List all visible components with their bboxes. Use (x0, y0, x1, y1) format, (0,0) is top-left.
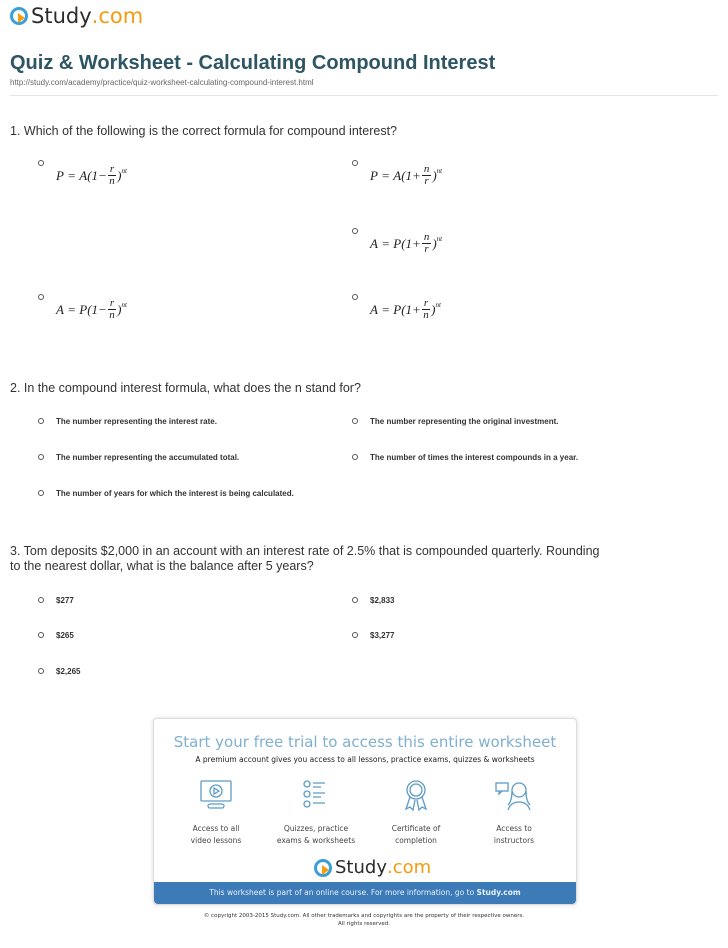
formula: P = A (1 − $\frac{r}{n}$ ) $^{nt}$ (56, 163, 127, 187)
play-logo-icon (10, 7, 28, 25)
feature-video-lessons (166, 779, 266, 847)
formula-base: P (393, 301, 402, 317)
formula-lhs: P (56, 167, 64, 183)
option-label: The number representing the original investment. (370, 417, 559, 426)
answer-option[interactable] (352, 417, 558, 426)
fraction (108, 164, 116, 187)
feature-label: completion (395, 836, 437, 845)
denominator: r (424, 175, 429, 187)
radio-button[interactable] (352, 294, 358, 300)
exponent: nt (436, 166, 443, 175)
logo-text: Study (335, 857, 387, 878)
logo-text: Study (31, 4, 92, 28)
radio-button[interactable] (352, 418, 358, 424)
study-logo[interactable] (10, 4, 143, 28)
radio-button[interactable] (38, 160, 44, 166)
formula: P = A (1 + $\frac{n}{r}$ ) $^{nt}$ (370, 163, 443, 187)
denominator: n (423, 309, 429, 321)
option-label: The number of times the interest compounds in a year. (370, 453, 579, 462)
answer-option[interactable] (38, 453, 239, 462)
answer-option[interactable] (38, 631, 74, 640)
feature-label: Access to all (192, 824, 240, 833)
answer-option[interactable] (38, 294, 127, 321)
formula-base: P (393, 235, 402, 251)
denominator: r (424, 243, 429, 255)
answer-option[interactable] (38, 667, 80, 676)
numerator: n (423, 231, 430, 243)
radio-button[interactable] (38, 668, 44, 674)
formula-base: A (79, 167, 88, 183)
certificate-icon (399, 779, 433, 811)
answer-option[interactable] (352, 294, 441, 321)
formula-sign: − (98, 301, 107, 317)
feature-label: Access to (496, 824, 532, 833)
copyright-text: © copyright 2003-2015 Study.com. All other trademarks and copyrights are the property of their respective owners. (203, 913, 525, 919)
answer-option[interactable] (352, 160, 442, 187)
formula: A = P (1 + $\frac{r}{n}$ ) $^{nt}$ (370, 297, 441, 321)
formula-lhs: A (370, 301, 378, 317)
radio-button[interactable] (352, 454, 358, 460)
radio-button[interactable] (38, 294, 44, 300)
formula-base: P (79, 301, 88, 317)
formula-sign: − (98, 167, 107, 183)
promo-title: Start your free trial to access this entire worksheet (173, 733, 557, 751)
radio-button[interactable] (352, 160, 358, 166)
radio-button[interactable] (38, 454, 44, 460)
formula-sign: + (412, 167, 421, 183)
option-label: $277 (56, 596, 74, 605)
option-label: $2,265 (56, 667, 81, 676)
formula: A = P (1 + $\frac{n}{r}$ ) $^{nt}$ (370, 231, 443, 255)
formula-lhs: A (370, 235, 378, 251)
question-2: 2. In the compound interest formula, what does the n stand for? (10, 381, 361, 395)
rights-text: All rights reserved. (337, 921, 391, 927)
formula-base: A (393, 167, 402, 183)
feature-instructors (464, 779, 564, 847)
answer-option[interactable] (38, 489, 294, 498)
feature-label: instructors (493, 836, 535, 845)
option-label: $2,833 (370, 596, 395, 605)
banner-link[interactable]: Study.com (476, 888, 521, 897)
feature-label: video lessons (190, 836, 242, 845)
divider (10, 95, 718, 96)
promo-study-logo[interactable] (314, 857, 431, 878)
answer-option[interactable] (352, 228, 442, 255)
fraction (422, 164, 432, 187)
copyright-footer (0, 912, 728, 928)
answer-option[interactable] (352, 453, 578, 462)
fraction (422, 232, 432, 255)
radio-button[interactable] (38, 632, 44, 638)
instructor-icon (494, 779, 534, 811)
formula-lhs: A (56, 301, 64, 317)
course-banner[interactable] (154, 882, 576, 904)
option-label: The number representing the interest rate. (56, 417, 217, 426)
answer-option[interactable] (38, 596, 74, 605)
option-label: $265 (56, 631, 74, 640)
option-label: $3,277 (370, 631, 395, 640)
numerator: n (423, 163, 430, 175)
page-title: Quiz & Worksheet - Calculating Compound Interest (10, 52, 496, 74)
question-1: 1. Which of the following is the correct formula for compound interest? (10, 124, 397, 138)
formula: A = P (1 − $\frac{r}{n}$ ) $^{nt}$ (56, 297, 127, 321)
exponent: nt (121, 300, 127, 309)
answer-option[interactable] (352, 631, 394, 640)
exponent: nt (435, 300, 441, 309)
feature-certificate (366, 779, 466, 847)
radio-button[interactable] (352, 632, 358, 638)
video-lesson-icon (199, 779, 233, 811)
logo-tld: .com (386, 857, 432, 878)
denominator: n (109, 309, 115, 321)
option-label: The number representing the accumulated total. (56, 453, 240, 462)
formula-sign: + (412, 235, 421, 251)
promo-subtitle: A premium account gives you access to all lessons, practice exams, quizzes & worksheets (195, 755, 535, 764)
feature-label: Quizzes, practice (283, 824, 349, 833)
radio-button[interactable] (38, 418, 44, 424)
feature-quizzes (266, 779, 366, 847)
answer-option[interactable] (352, 596, 394, 605)
radio-button[interactable] (352, 228, 358, 234)
denominator: n (109, 175, 115, 187)
option-label: The number of years for which the interest is being calculated. (56, 489, 294, 498)
play-logo-icon (314, 859, 332, 877)
free-trial-promo[interactable] (153, 718, 577, 905)
question-3: 3. Tom deposits $2,000 in an account with an interest rate of 2.5% that is compounded quarterly. Rounding to the nearest dollar, what is the balance after 5 years? (10, 544, 600, 573)
quiz-list-icon (299, 779, 333, 811)
exponent: nt (436, 234, 443, 243)
fraction (108, 298, 116, 321)
radio-button[interactable] (352, 597, 358, 603)
answer-option[interactable] (38, 417, 217, 426)
numerator: r (109, 297, 115, 309)
logo-tld: .com (91, 4, 144, 28)
feature-label: exams & worksheets (276, 836, 356, 845)
formula-lhs: P (370, 167, 378, 183)
page-url[interactable]: http://study.com/academy/practice/quiz-worksheet-calculating-compound-interest.html (10, 78, 314, 87)
banner-text: This worksheet is part of an online course. For more information, go to (209, 888, 477, 897)
radio-button[interactable] (38, 597, 44, 603)
numerator: r (109, 163, 115, 175)
radio-button[interactable] (38, 490, 44, 496)
answer-option[interactable] (38, 160, 127, 187)
numerator: r (423, 297, 429, 309)
fraction (422, 298, 430, 321)
formula-sign: + (412, 301, 421, 317)
exponent: nt (121, 166, 127, 175)
feature-label: Certificate of (391, 824, 441, 833)
